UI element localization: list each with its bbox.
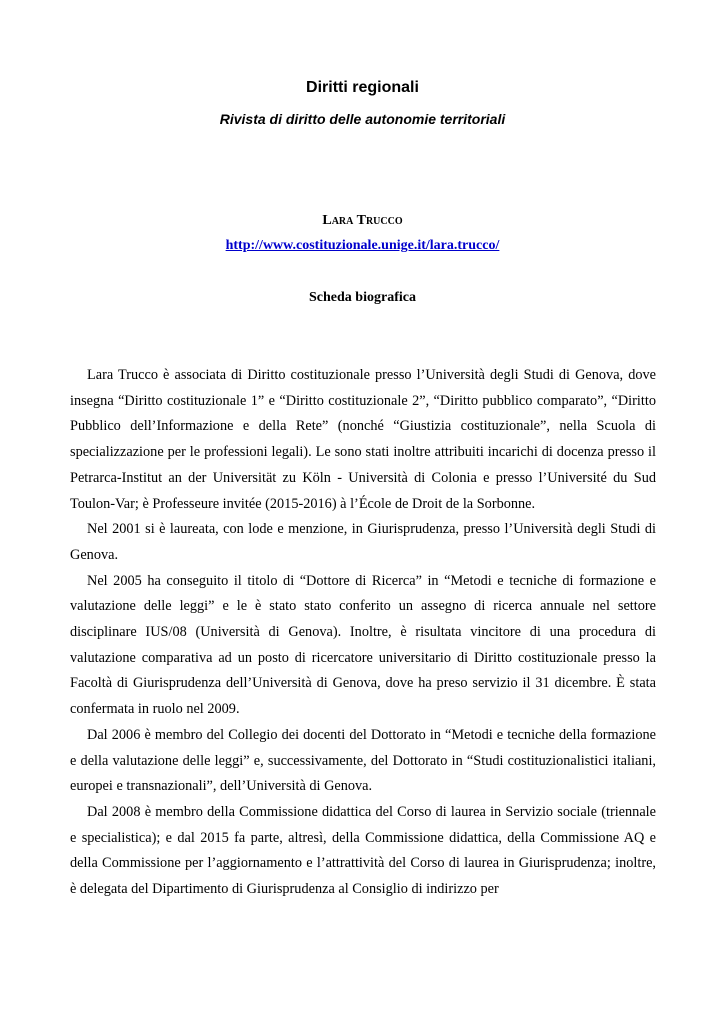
journal-title: Diritti regionali	[306, 79, 419, 96]
paragraph: Dal 2008 è membro della Commissione didattica del Corso di laurea in Servizio sociale (triennale e specialistica); e dal 2015 fa parte, altresì, della Commissione didattica, della Commissione AQ e della Commissione per l’aggiornamento e l’attrattività del Corso di laurea in Giurisprudenza; inoltre, è delegata del Dipartimento di Giurisprudenza al Consiglio di indirizzo per	[70, 803, 656, 898]
author-name: Lara Trucco	[322, 213, 403, 228]
section-heading: Scheda biografica	[309, 290, 416, 305]
paragraph: Nel 2005 ha conseguito il titolo di “Dottore di Ricerca” in “Metodi e tecniche di formazione e valutazione delle leggi” e le è stato stato conferito un assegno di ricerca annuale nel settore disciplinare IUS/08 (Università di Genova). Inoltre, è risultata vincitore di una procedura di valutazione comparativa ad un posto di ricercatore universitario di Diritto costituzionale presso la Facoltà di Giurisprudenza dell’Università di Genova, dove ha preso servizio il 31 dicembre. È stata confermata in ruolo nel 2009.	[70, 572, 656, 718]
journal-subtitle: Rivista di diritto delle autonomie territoriali	[219, 111, 506, 127]
author-url-link[interactable]: http://www.costituzionale.unige.it/lara.trucco/	[225, 238, 500, 253]
paragraph: Nel 2001 si è laureata, con lode e menzione, in Giurisprudenza, presso l’Università degli Studi di Genova.	[70, 521, 656, 563]
paragraph: Dal 2006 è membro del Collegio dei docenti del Dottorato in “Metodi e tecniche della formazione e della valutazione delle leggi” e, successivamente, del Dottorato in “Studi costituzionalistici italiani, europei e transnazionali”, dell’Università di Genova.	[70, 726, 656, 795]
author-url-line	[0, 238, 725, 254]
paragraph: Lara Trucco è associata di Diritto costituzionale presso l’Università degli Studi di Genova, dove insegna “Diritto costituzionale 1” e “Diritto costituzionale 2”, “Diritto pubblico comparato”, “Diritto Pubblico dell’Informazione e della Rete” (nonché “Giustizia costituzionale”, nella Scuola di specializzazione per le professioni legali). Le sono stati inoltre attribuiti incarichi di docenza presso il Petrarca-Institut an der Universität zu Köln - Università di Colonia e presso l’Université du Sud Toulon-Var; è Professeure invitée (2015-2016) à l’École de Droit de la Sorbonne.	[70, 367, 656, 512]
biography-body	[70, 363, 656, 903]
